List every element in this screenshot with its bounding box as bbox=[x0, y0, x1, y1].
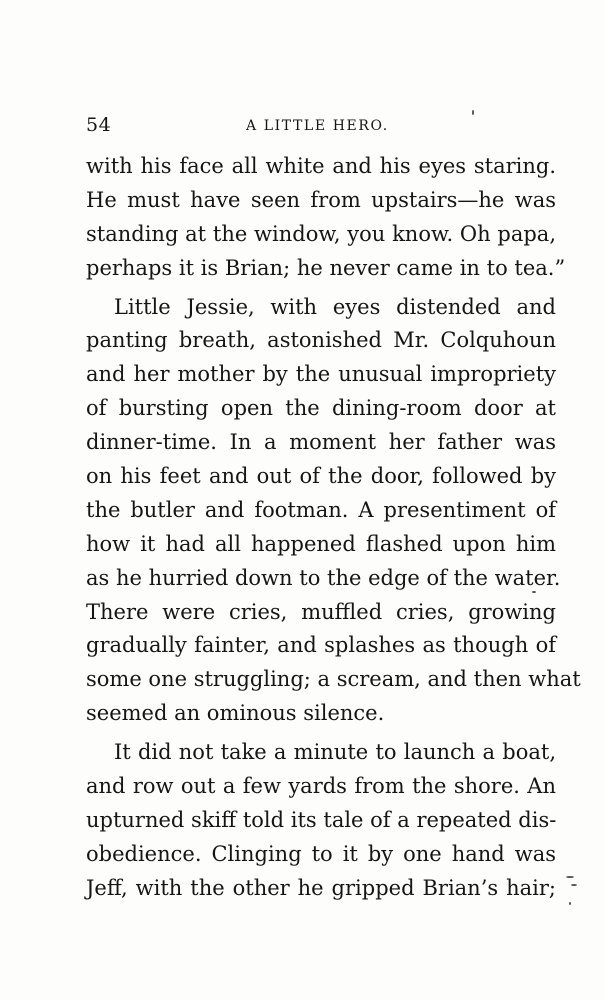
text-line: and row out a few yards from the shore. An bbox=[86, 774, 556, 799]
text-line: with his face all white and his eyes staring. bbox=[86, 154, 556, 178]
text-line: There were cries, muffled cries, growing bbox=[86, 599, 556, 624]
text-line: obedience. Clinging to it by one hand was bbox=[86, 841, 556, 866]
page-number: 54 bbox=[86, 114, 112, 136]
text-line: and her mother by the unusual impropriety bbox=[86, 362, 556, 387]
text-line: Little Jessie, with eyes distended and bbox=[114, 294, 556, 319]
running-title: A LITTLE HERO. bbox=[246, 118, 389, 134]
page-header bbox=[86, 114, 556, 138]
text-line: perhaps it is Brian; he never came in to tea.” bbox=[86, 255, 566, 280]
text-line: panting breath, astonished Mr. Colquhoun bbox=[86, 328, 556, 353]
text-line: of bursting open the dining-room door at bbox=[86, 396, 556, 421]
paragraph bbox=[86, 150, 566, 286]
scan-speck bbox=[566, 876, 574, 878]
text-line: standing at the window, you know. Oh papa, bbox=[86, 221, 556, 246]
scan-speck bbox=[569, 902, 571, 905]
scan-speck bbox=[571, 884, 577, 886]
scan-speck bbox=[532, 591, 536, 593]
text-line: He must have seen from upstairs—he was bbox=[86, 187, 556, 212]
text-line: on his feet and out of the door, followed by bbox=[86, 464, 556, 489]
text-line: Jeff, with the other he gripped Brian’s hair; bbox=[86, 875, 556, 900]
text-line: It did not take a minute to launch a boat, bbox=[114, 740, 556, 765]
paragraph bbox=[86, 291, 581, 732]
text-line: gradually fainter, and splashes as though of bbox=[86, 633, 556, 658]
text-line: the butler and footman. A presentiment of bbox=[86, 497, 556, 522]
text-line: upturned skiff told its tale of a repeated dis- bbox=[86, 807, 557, 832]
text-line: some one struggling; a scream, and then what bbox=[86, 667, 581, 692]
scan-speck bbox=[472, 110, 474, 115]
text-line: seemed an ominous silence. bbox=[86, 701, 385, 726]
text-line: as he hurried down to the edge of the water. bbox=[86, 565, 561, 590]
paragraph bbox=[86, 736, 556, 905]
text-line: dinner-time. In a moment her father was bbox=[86, 430, 556, 455]
text-line: how it had all happened flashed upon him bbox=[86, 531, 556, 556]
body-text bbox=[86, 150, 581, 906]
